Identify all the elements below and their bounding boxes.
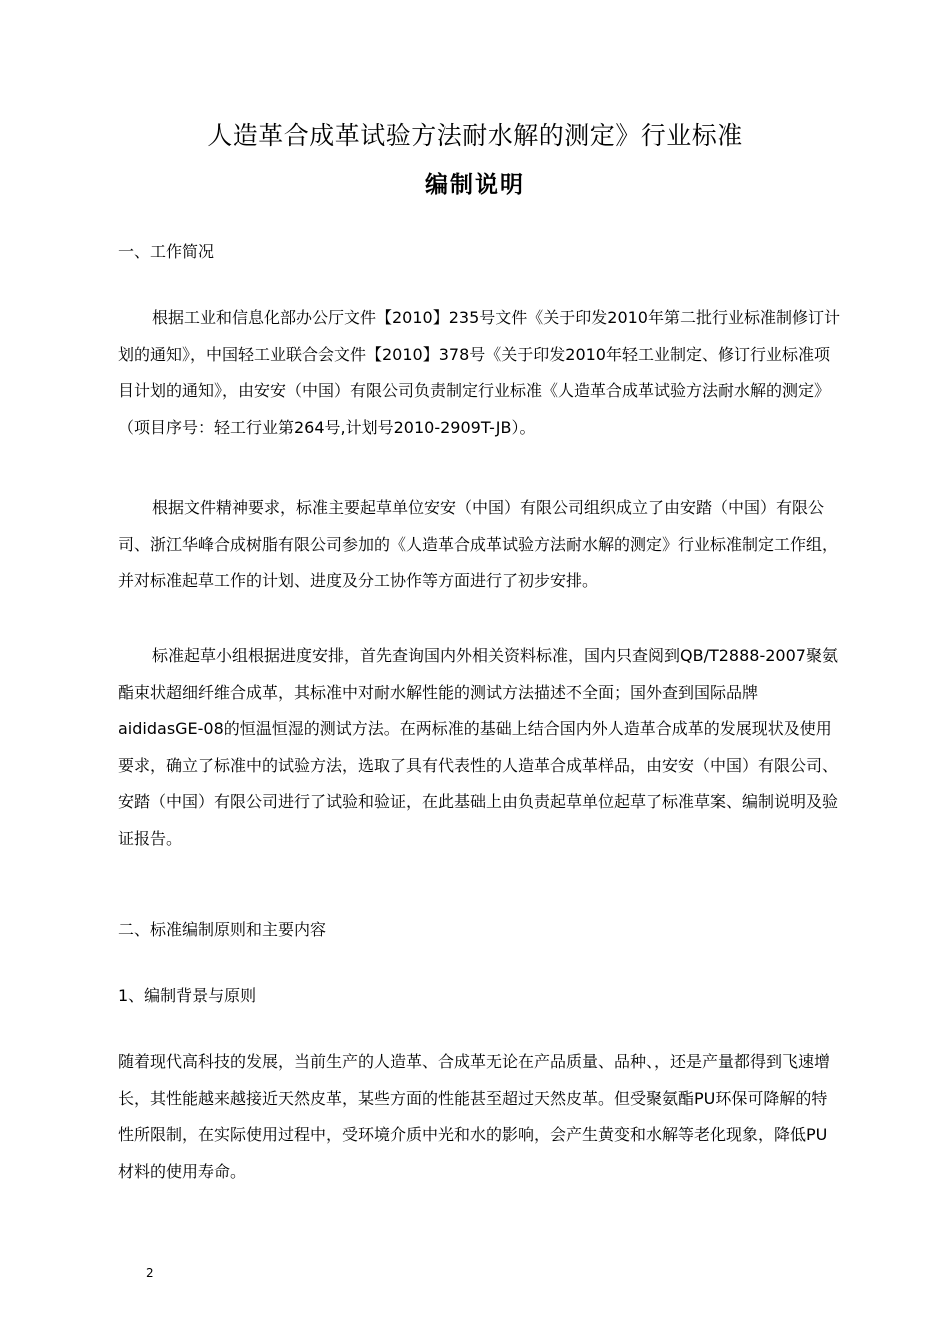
section-heading-work-overview: 一、工作简况 xyxy=(118,242,215,261)
section-heading-principles: 二、标准编制原则和主要内容 xyxy=(118,920,327,939)
subsection-heading-background: 1、编制背景与原则 xyxy=(118,986,257,1005)
document-subtitle: 编制说明 xyxy=(425,172,525,198)
paragraph-industry-background: 随着现代高科技的发展，当前生产的人造革、合成革无论在产品质量、品种、，还是产量都得到飞速增长，其性能越来越接近天然皮革，某些方面的性能甚至超过天然皮革。但受聚氨酯PU环保可降解的特性所限制，在实际使用过程中，受环境介质中光和水的影响，会产生黄变和水解等老化现象，降低PU材料的使用寿命。 xyxy=(118,1052,831,1181)
paragraph-background-documents: 根据工业和信息化部办公厅文件【2010】235号文件《关于印发2010年第二批行业标准制修订计划的通知》，中国轻工业联合会文件【2010】378号《关于印发2010年轻工业制定、修订行业标准项目计划的通知》，由安安（中国）有限公司负责制定行业标准《人造革合成革试验方法耐水解的测定》（项目序号：轻工行业第264号,计划号2010-2909T-JB）。 xyxy=(118,308,840,437)
document-title: 人造革合成革试验方法耐水解的测定》行业标准 xyxy=(207,121,743,150)
page-number: 2 xyxy=(146,1266,154,1280)
paragraph-drafting-process: 标准起草小组根据进度安排，首先查询国内外相关资料标准，国内只查阅到QB/T2888-2007聚氨酯束状超细纤维合成革，其标准中对耐水解性能的测试方法描述不全面；国外查到国际品牌aididasGE-08的恒温恒湿的测试方法。在两标准的基础上结合国内外人造革合成革的发展现状及使用要求，确立了标准中的试验方法，选取了具有代表性的人造革合成革样品，由安安（中国）有限公司、安踏（中国）有限公司进行了试验和验证，在此基础上由负责起草单位起草了标准草案、编制说明及验证报告。 xyxy=(118,646,839,848)
paragraph-working-group: 根据文件精神要求，标准主要起草单位安安（中国）有限公司组织成立了由安踏（中国）有限公司、浙江华峰合成树脂有限公司参加的《人造革合成革试验方法耐水解的测定》行业标准制定工作组，并对标准起草工作的计划、进度及分工协作等方面进行了初步安排。 xyxy=(118,498,839,590)
